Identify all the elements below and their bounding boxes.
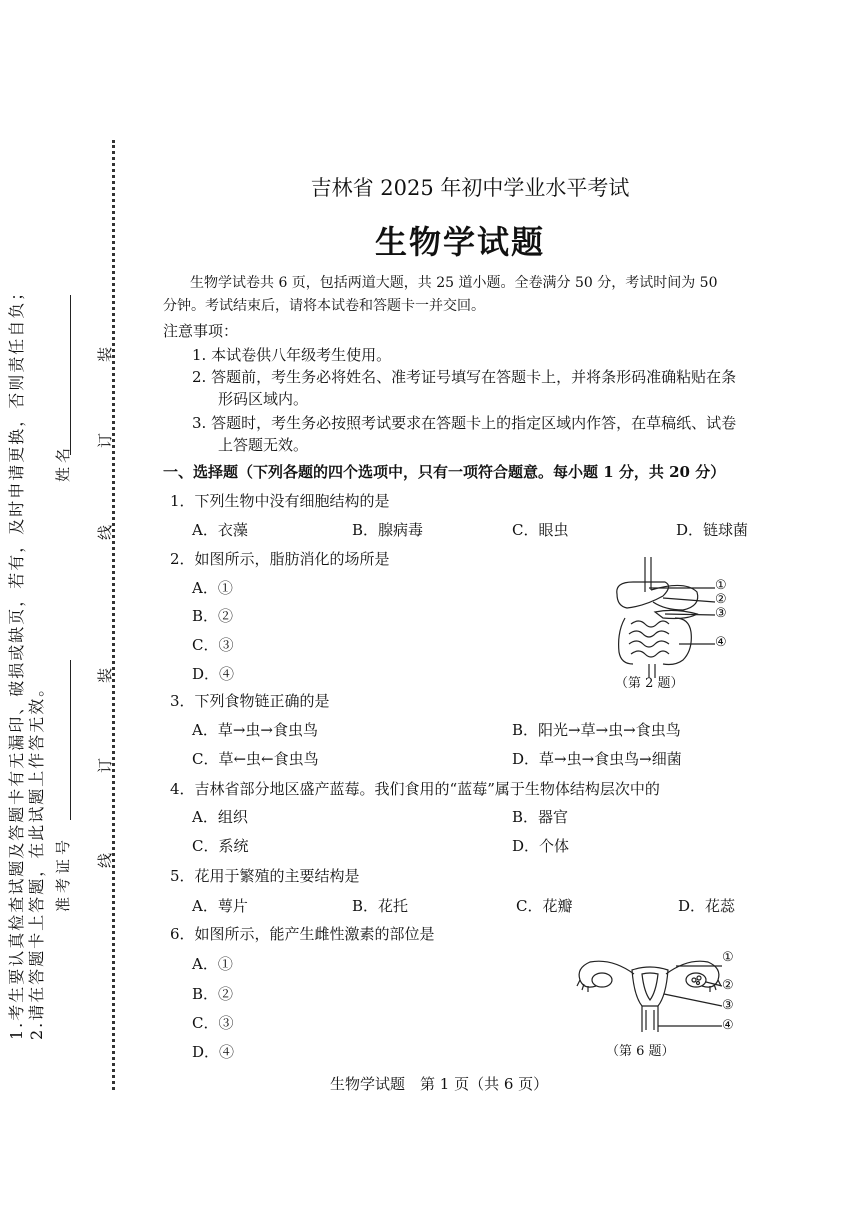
q2-option-d: D．④: [192, 665, 235, 683]
q4-option-c: C．系统: [192, 837, 249, 855]
exam-number-underline: [70, 660, 71, 820]
notice-heading: 注意事项：: [163, 322, 239, 340]
notice-item-2: 2. 答题前，考生务必将姓名、准考证号填写在答题卡上，并将条形码准确粘贴在条: [192, 368, 737, 386]
q3-option-a: A．草→虫→食虫鸟: [192, 721, 318, 739]
female-reproductive-system-figure: [572, 950, 742, 1060]
section-1-heading: 一、选择题（下列各题的四个选项中，只有一项符合题意。每小题 1 分，共 20 分）: [163, 463, 726, 481]
q6-figure-caption: （第 6 题）: [606, 1044, 675, 1059]
exam-number-label: 准考证号: [54, 835, 72, 912]
notice-item-1: 1. 本试卷供八年级考生使用。: [192, 346, 392, 364]
bind-mark-4: 装: [96, 667, 114, 683]
name-label: 姓名: [54, 443, 72, 482]
q2-figure-label-3: ③: [715, 606, 727, 621]
margin-note-2: 2.请在答题卡上答题，在此试题上作答无效。: [27, 678, 46, 1040]
q3-option-c: C．草←虫←食虫鸟: [192, 750, 319, 768]
q6-stem: 6．如图所示，能产生雌性激素的部位是: [170, 925, 435, 943]
notice-item-2-cont: 形码区域内。: [218, 390, 309, 408]
q1-option-b: B．腺病毒: [352, 521, 424, 539]
bind-mark-3: 线: [96, 524, 114, 540]
q2-figure-caption: （第 2 题）: [615, 676, 684, 691]
q6-option-a: A．①: [192, 955, 233, 973]
bind-mark-2: 订: [96, 432, 114, 448]
q4-stem: 4．吉林省部分地区盛产蓝莓。我们食用的“蓝莓”属于生物体结构层次中的: [170, 780, 660, 798]
margin-note-1: 1.考生要认真检查试题及答题卡有无漏印、破损或缺页，若有，及时申请更换，否则责任自负；: [7, 282, 26, 1040]
q1-stem: 1．下列生物中没有细胞结构的是: [170, 492, 390, 510]
bind-mark-1: 装: [96, 346, 114, 362]
q3-option-b: B．阳光→草→虫→食虫鸟: [512, 721, 681, 739]
q6-option-c: C．③: [192, 1014, 234, 1032]
q1-option-d: D．链球菌: [676, 521, 749, 539]
notice-item-3: 3. 答题时，考生务必按照考试要求在答题卡上的指定区域内作答，在草稿纸、试卷: [192, 414, 737, 432]
q1-option-c: C．眼虫: [512, 521, 569, 539]
bind-mark-5: 订: [96, 757, 114, 773]
female-reproductive-drawing: [572, 950, 742, 1042]
exam-title: 吉林省 2025 年初中学业水平考试: [310, 176, 630, 200]
q3-option-d: D．草→虫→食虫鸟→细菌: [512, 750, 682, 768]
page-footer: 生物学试题 第 1 页（共 6 页）: [330, 1075, 549, 1093]
bind-mark-6: 线: [96, 852, 114, 868]
q2-figure-label-2: ②: [715, 592, 727, 607]
q6-figure-label-1: ①: [722, 950, 734, 965]
notice-item-3-cont: 上答题无效。: [218, 436, 309, 454]
intro-line-1: 生物学试卷共 6 页，包括两道大题，共 25 道小题。全卷满分 50 分，考试时间为 50: [190, 275, 718, 291]
q2-option-c: C．③: [192, 636, 234, 654]
intro-line-2: 分钟。考试结束后，请将本试卷和答题卡一并交回。: [163, 298, 485, 314]
q5-stem: 5．花用于繁殖的主要结构是: [170, 867, 360, 885]
subject-title: 生物学试题: [374, 223, 545, 261]
q5-option-a: A．萼片: [192, 897, 248, 915]
q2-option-a: A．①: [192, 579, 233, 597]
q5-option-c: C．花瓣: [516, 897, 573, 915]
q2-option-b: B．②: [192, 607, 234, 625]
binding-dotted-line: [112, 140, 115, 1090]
q6-figure-label-2: ②: [722, 978, 734, 993]
digestive-system-figure: [605, 552, 745, 692]
q5-option-d: D．花蕊: [678, 897, 736, 915]
q6-figure-label-3: ③: [722, 998, 734, 1013]
q6-option-b: B．②: [192, 985, 234, 1003]
q2-stem: 2．如图所示，脂肪消化的场所是: [170, 550, 390, 568]
q4-option-a: A．组织: [192, 808, 248, 826]
q2-figure-label-1: ①: [715, 578, 727, 593]
q4-option-b: B．器官: [512, 808, 569, 826]
q4-option-d: D．个体: [512, 837, 570, 855]
q2-figure-label-4: ④: [715, 635, 727, 650]
name-underline: [70, 295, 71, 455]
q6-figure-label-4: ④: [722, 1018, 734, 1033]
q5-option-b: B．花托: [352, 897, 409, 915]
q3-stem: 3．下列食物链正确的是: [170, 692, 330, 710]
q6-option-d: D．④: [192, 1043, 235, 1061]
q1-option-a: A．衣藻: [192, 521, 248, 539]
